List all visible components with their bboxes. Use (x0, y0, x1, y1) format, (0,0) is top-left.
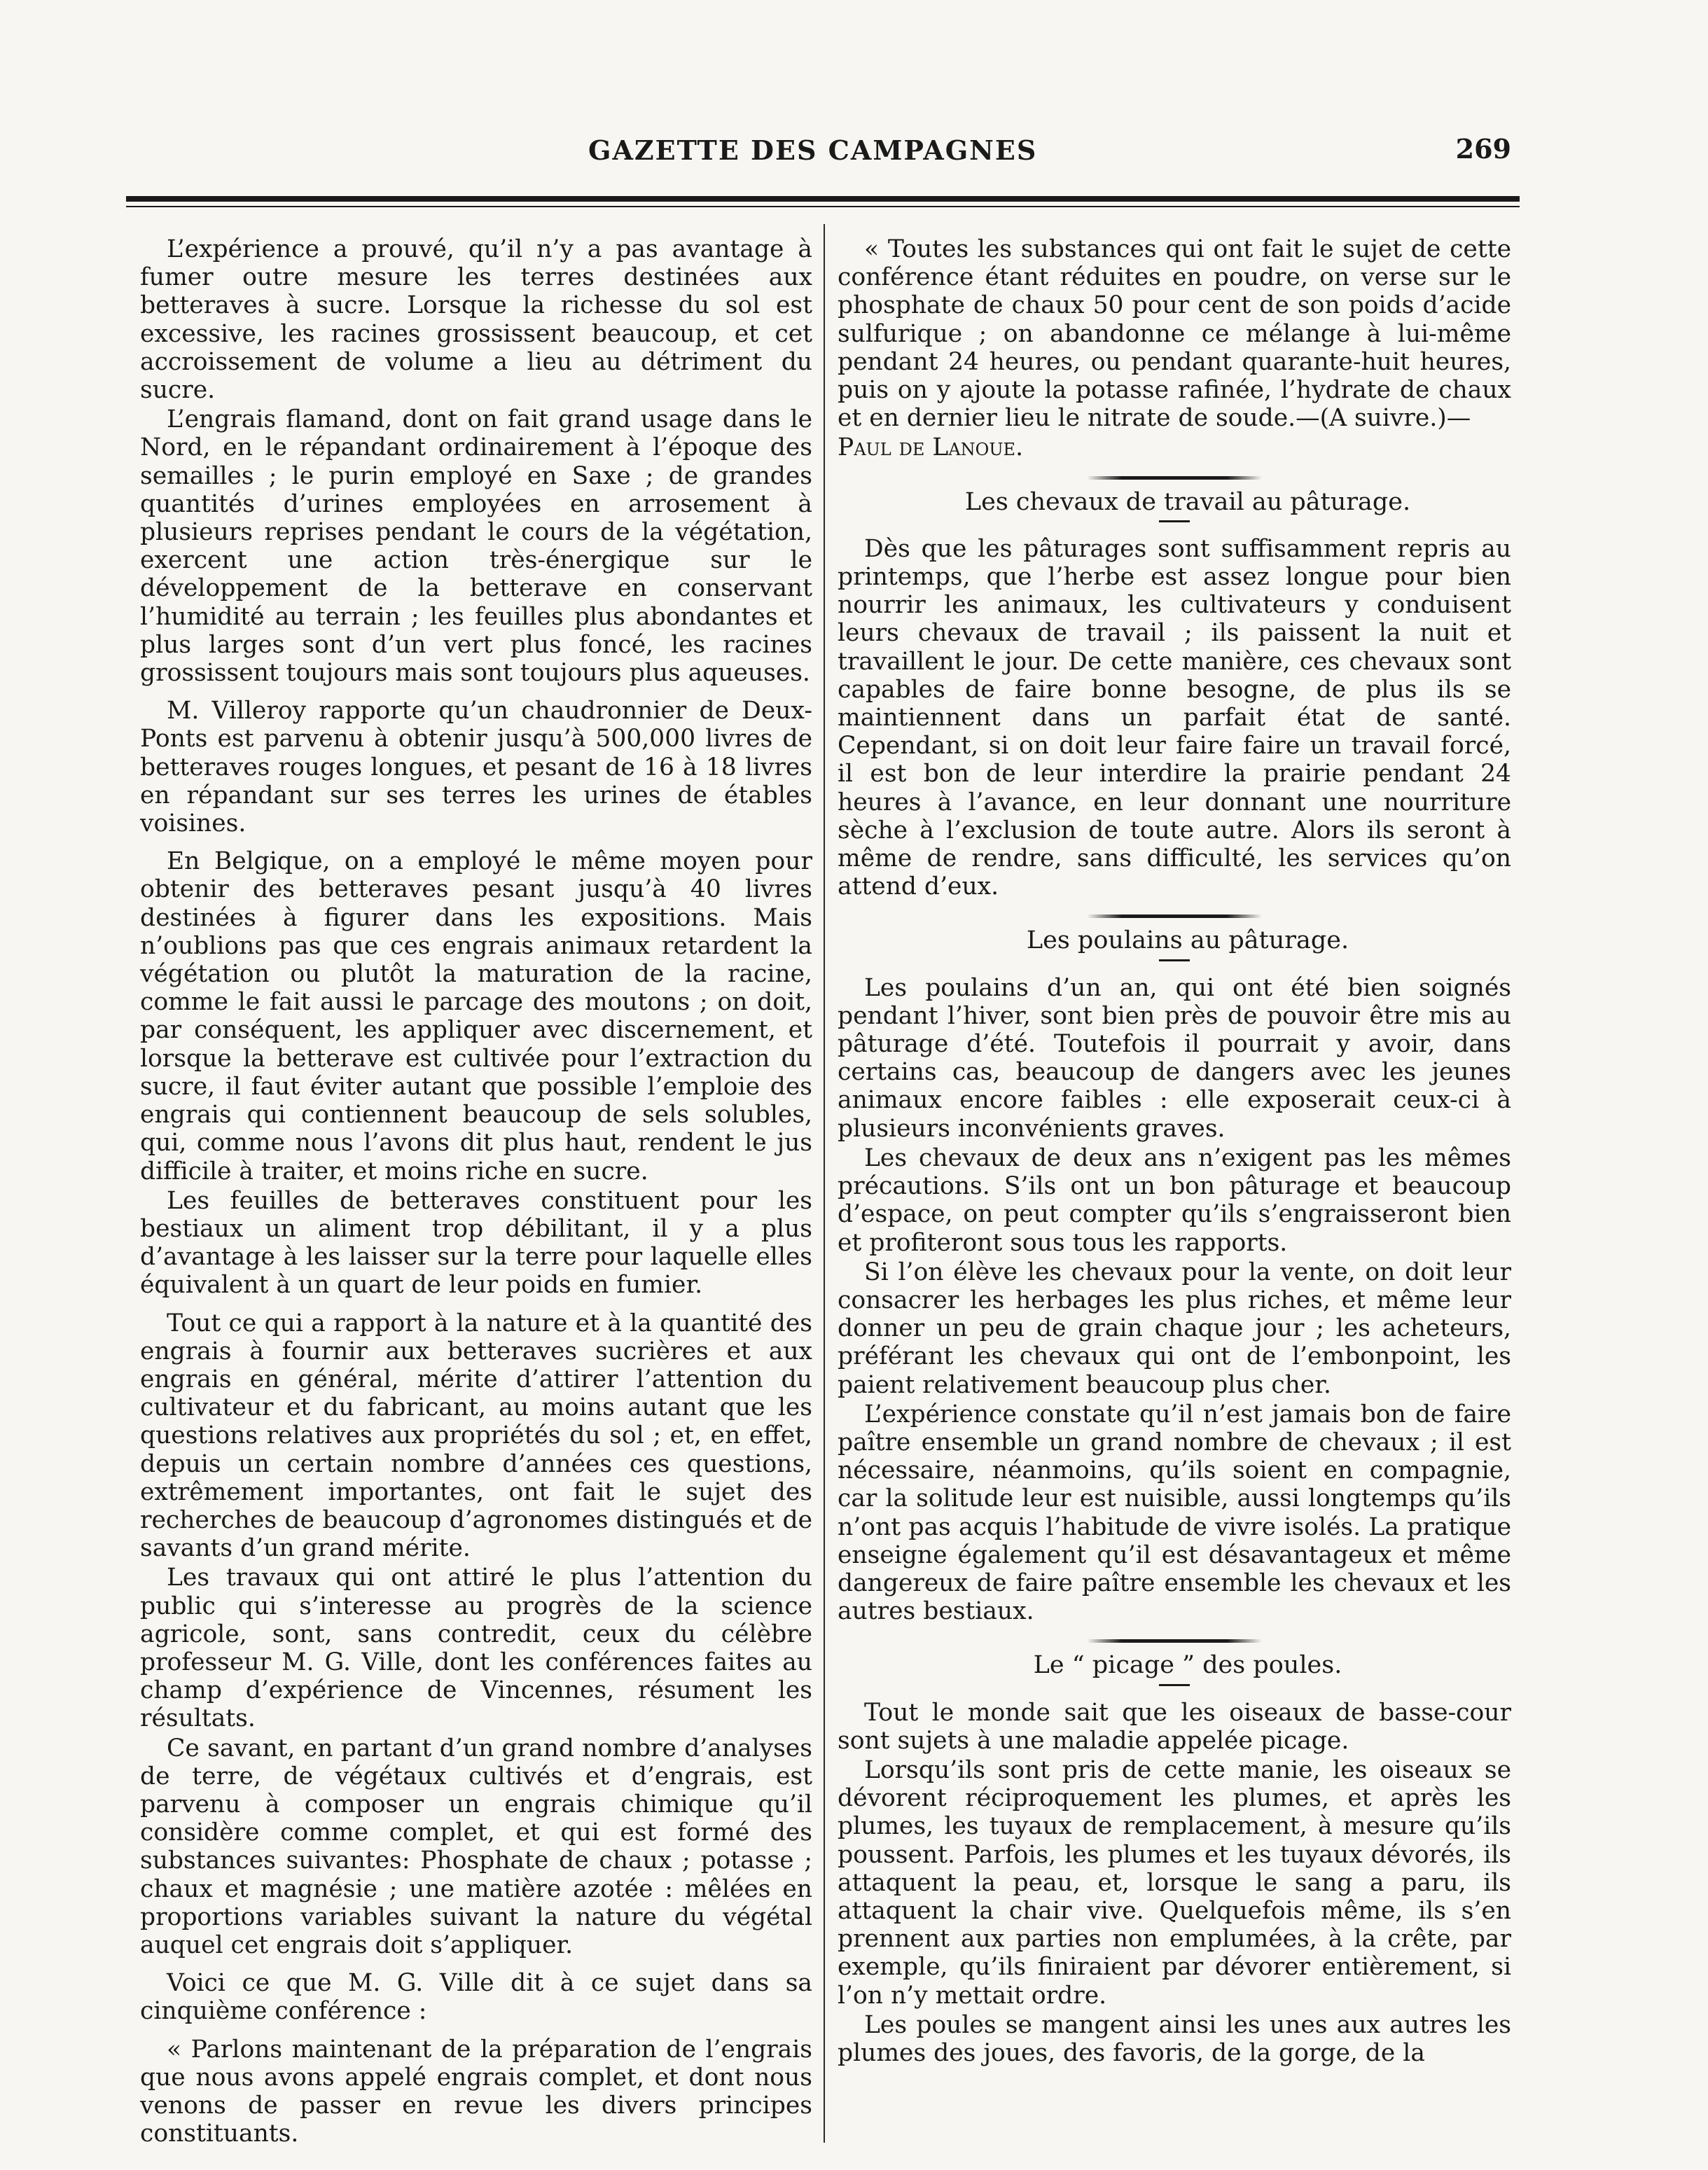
paragraph: Lorsqu’ils sont pris de cette manie, les oiseaux se dévorent réciproquement les plumes, et après les plumes, les tuyaux de remplacement, à mesure qu’ils poussent. Parfois, les plumes et les tuyaux dévorés, ils attaquent la peau, et, lorsque le sang a paru, ils attaquent la chair vive. Quelquefois même, ils s’en prennent aux parties non emplumées, à la crête, par exemple, qu’ils finiraient par dévorer entièrement, si l’on n’y mettait ordre. (838, 1755, 1511, 2010)
paragraph: « Parlons maintenant de la préparation de l’engrais que nous avons appelé engrais complet, et dont nous venons de passer en revue les divers principes constituants. (140, 2035, 812, 2148)
paragraph: M. Villeroy rapporte qu’un chaudronnier de Deux-Ponts est parvenu à obtenir jusqu’à 500,000 livres de betteraves rouges longues, et pesant de 16 à 18 livres en répandant sur ses terres les urines de étables voisines. (140, 697, 812, 838)
paragraph: Les chevaux de deux ans n’exigent pas les mêmes précautions. S’ils ont un bon pâturage et beaucoup d’espace, on peut compter qu’ils s’engraisseront bien et profiteront sous tous les rapports. (838, 1143, 1511, 1257)
paragraph: Si l’on élève les chevaux pour la vente, on doit leur consacrer les herbages les plus riches, et même leur donner un peu de grain chaque jour ; les acheteurs, préférant les chevaux qui ont de l’embonpoint, les paient relativement beaucoup plus cher. (838, 1258, 1511, 1399)
article-signature: Paul de Lanoue. (838, 433, 1024, 462)
paragraph: Dès que les pâturages sont suffisamment repris au printemps, que l’herbe est assez longue pour bien nourrir les animaux, les cultivateurs y conduisent leurs chevaux de travail ; ils paissent la nuit et travaillent le jour. De cette manière, ces chevaux sont capables de faire bonne besogne, de plus ils se maintiennent dans un parfait état de santé. Cependant, si on doit leur faire faire un travail forcé, il est bon de leur interdire la prairie pendant 24 heures à l’avance, en leur donnant une nourriture sèche à l’exclusion de toute autre. Alors ils seront à même de rendre, sans difficulté, les services qu’on attend d’eux. (838, 534, 1511, 901)
paragraph: Les feuilles de betteraves constituent pour les bestiaux un aliment trop débilitant, il y a plus d’avantage à les laisser sur la terre pour laquelle elles équivalent à un quart de leur poids en fumier. (140, 1186, 812, 1300)
paragraph: Les poulains d’un an, qui ont été bien soignés pendant l’hiver, sont bien près de pouvoir être mis au pâturage d’été. Toutefois il pourrait y avoir, dans certains cas, beaucoup de dangers avec les jeunes animaux encore faibles : elle exposerait ceux-ci à plusieurs inconvénients graves. (838, 973, 1511, 1143)
page-number: 269 (1455, 133, 1511, 165)
title-dash (1159, 1684, 1190, 1686)
publication-title: GAZETTE DES CAMPAGNES (588, 134, 1038, 166)
paragraph: « Toutes les substances qui ont fait le sujet de cette conférence étant réduites en poudre, on verse sur le phosphate de chaux 50 pour cent de son poids d’acide sulfurique ; on abandonne ce mélange à lui-même pendant 24 heures, ou pendant quarante-huit heures, puis on y ajoute la potasse rafinée, l’hydrate de chaux et en dernier lieu le nitrate de soude.—(A suivre.)— (838, 235, 1511, 433)
paragraph: Les poules se mangent ainsi les unes aux autres les plumes des joues, des favoris, de la gorge, de la (838, 2010, 1511, 2067)
paragraph: Les travaux qui ont attiré le plus l’attention du public qui s’interesse au progrès de la science agricole, sont, sans contredit, ceux du célèbre professeur M. G. Ville, dont les conférences faites au champ d’expérience de Vincennes, résument les résultats. (140, 1564, 812, 1733)
paragraph: L’engrais flamand, dont on fait grand usage dans le Nord, en le répandant ordinairement à l’époque des semailles ; le purin employé en Saxe ; de grandes quantités d’urines employées en arrosement à plusieurs reprises pendant le cours de la végétation, exercent une action très-énergique sur le développement de la betterave en conservant l’humidité au terrain ; les feuilles plus abondantes et plus larges sont d’un vert plus foncé, les racines grossissent toujours mais sont toujours plus aqueuses. (140, 405, 812, 688)
paragraph: Tout le monde sait que les oiseaux de basse-cour sont sujets à une maladie appelée picage. (838, 1698, 1511, 1755)
section-title: Les poulains au pâturage. (1026, 926, 1349, 955)
paragraph: Ce savant, en partant d’un grand nombre d’analyses de terre, de végétaux cultivés et d’engrais, est parvenu à composer un engrais chimique qu’il considère comme complet, et qui est formé des substances suivantes: Phosphate de chaux ; potasse ; chaux et magnésie ; une matière azotée : mêlées en proportions variables suivant la nature du végétal auquel cet engrais doit s’appliquer. (140, 1734, 812, 1959)
section-title: Les chevaux de travail au pâturage. (964, 487, 1411, 516)
header-rule-thick (126, 196, 1520, 202)
paragraph: L’expérience a prouvé, qu’il n’y a pas avantage à fumer outre mesure les terres destinées aux betteraves à sucre. Lorsque la richesse du sol est excessive, les racines grossissent beaucoup, et cet accroissement de volume a lieu au détriment du sucre. (140, 235, 812, 405)
section-separator (1087, 1639, 1262, 1643)
paragraph: Voici ce que M. G. Ville dit à ce sujet dans sa cinquième conférence : (140, 1969, 812, 2026)
section-separator (1087, 476, 1262, 480)
header-rule-thin (126, 206, 1520, 207)
title-dash (1159, 959, 1190, 961)
right-column (838, 235, 1511, 2068)
column-divider (824, 224, 825, 2143)
page-header (126, 133, 1520, 175)
paragraph: L’expérience constate qu’il n’est jamais bon de faire paître ensemble un grand nombre de chevaux ; il est nécessaire, néanmoins, qu’ils soient en compagnie, car la solitude leur est nuisible, aussi longtemps qu’ils n’ont pas acquis l’habitude de vivre isolés. La pratique enseigne également qu’il est désavantageux et même dangereux de faire paître ensemble les chevaux et les autres bestiaux. (838, 1400, 1511, 1626)
title-dash (1159, 520, 1190, 522)
section-title: Le “ picage ” des poules. (1033, 1651, 1342, 1680)
paragraph: En Belgique, on a employé le même moyen pour obtenir des betteraves pesant jusqu’à 40 livres destinées à figurer dans les expositions. Mais n’oublions pas que ces engrais animaux retardent la végétation ou plutôt la maturation de la racine, comme le fait aussi le parcage des moutons ; on doit, par conséquent, les appliquer avec discernement, et lorsque la betterave est cultivée pour l’extraction du sucre, il faut éviter autant que possible l’emploie des engrais qui contiennent beaucoup de sels solubles, qui, comme nous l’avons dit plus haut, rendent le jus difficile à traiter, et moins riche en sucre. (140, 847, 812, 1185)
section-separator (1087, 914, 1262, 918)
left-column (140, 235, 812, 2149)
paragraph: Tout ce qui a rapport à la nature et à la quantité des engrais à fournir aux betteraves sucrières et aux engrais en général, mérite d’attirer l’attention du cultivateur et du fabricant, au moins autant que les questions relatives aux propriétés du sol ; et, en effet, depuis un certain nombre d’années ces questions, extrêmement importantes, ont fait le sujet des recherches de beaucoup d’agronomes distingués et de savants d’un grand mérite. (140, 1309, 812, 1563)
